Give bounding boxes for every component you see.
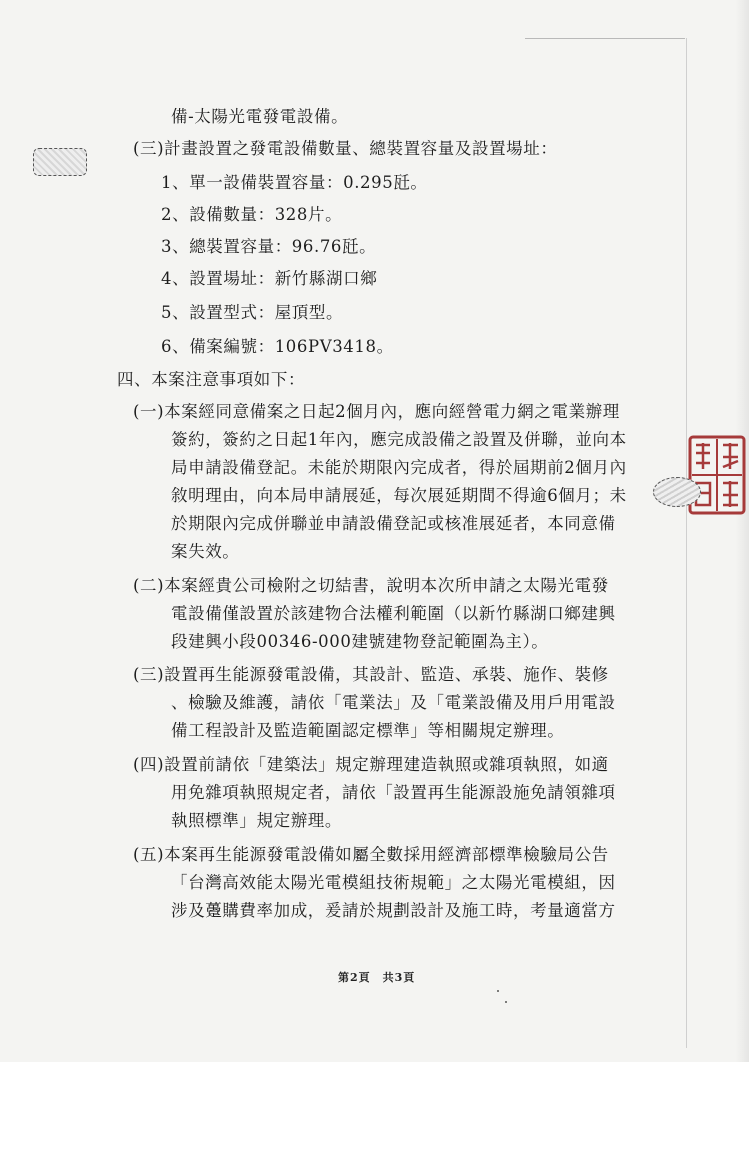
text-line: (二)本案經貴公司檢附之切結書，說明本次所申請之太陽光電發 [133, 576, 609, 595]
text-line: 段建興小段00346-000建號建物登記範圍為主）。 [171, 632, 549, 651]
page-number: 第2頁 共3頁 [338, 971, 416, 984]
text-line: 5、設置型式：屋頂型。 [161, 303, 344, 322]
text-line: 1、單一設備裝置容量：0.295瓩。 [161, 173, 428, 192]
text-line: 執照標準」規定辦理。 [171, 811, 342, 830]
text-line: 電設備僅設置於該建物合法權利範圍（以新竹縣湖口鄉建興 [171, 604, 616, 623]
text-line: 於期限內完成併聯並申請設備登記或核准展延者，本同意備 [171, 514, 616, 533]
text-line: 6、備案編號：106PV3418。 [161, 337, 394, 356]
text-line: (三)設置再生能源發電設備，其設計、監造、承裝、施作、裝修 [133, 665, 609, 684]
page-edge-shadow [735, 0, 749, 1062]
oval-stamp [653, 477, 701, 507]
scan-speck [505, 1001, 507, 1003]
text-line: 案失效。 [171, 542, 240, 561]
text-line: (五)本案再生能源發電設備如屬全數採用經濟部標準檢驗局公告 [133, 845, 609, 864]
fold-line [525, 38, 685, 39]
text-line: (一)本案經同意備案之日起2個月內，應向經營電力網之電業辦理 [133, 402, 620, 421]
text-line: 3、總裝置容量：96.76瓩。 [161, 237, 377, 256]
text-line: 簽約，簽約之日起1年內，應完成設備之設置及併聯，並向本 [171, 430, 627, 449]
text-line: 涉及躉購費率加成，爰請於規劃設計及施工時，考量適當方 [171, 901, 616, 920]
scan-speck [497, 990, 499, 992]
left-margin-stamp [33, 148, 87, 176]
section-heading: 四、本案注意事項如下： [117, 370, 306, 389]
text-line: 2、設備數量：328片。 [161, 205, 343, 224]
page-edge-line [686, 38, 687, 1048]
text-line: 備工程設計及監造範圍認定標準」等相關規定辦理。 [171, 721, 565, 740]
text-line: 敘明理由，向本局申請展延，每次展延期間不得逾6個月；未 [171, 486, 627, 505]
text-line: 局申請設備登記。未能於期限內完成者，得於屆期前2個月內 [171, 458, 627, 477]
text-line: (三)計畫設置之發電設備數量、總裝置容量及設置場址： [133, 139, 558, 158]
text-line: (四)設置前請依「建築法」規定辦理建造執照或雜項執照，如適 [133, 755, 609, 774]
text-line: 「台灣高效能太陽光電模組技術規範」之太陽光電模組，因 [171, 873, 616, 892]
red-seal-icon [688, 435, 746, 515]
text-line: 用免雜項執照規定者，請依「設置再生能源設施免請領雜項 [171, 783, 616, 802]
text-line: 備-太陽光電發電設備。 [171, 107, 349, 126]
text-line: 、檢驗及維護，請依「電業法」及「電業設備及用戶用電設 [171, 693, 616, 712]
text-line: 4、設置場址：新竹縣湖口鄉 [161, 269, 378, 288]
